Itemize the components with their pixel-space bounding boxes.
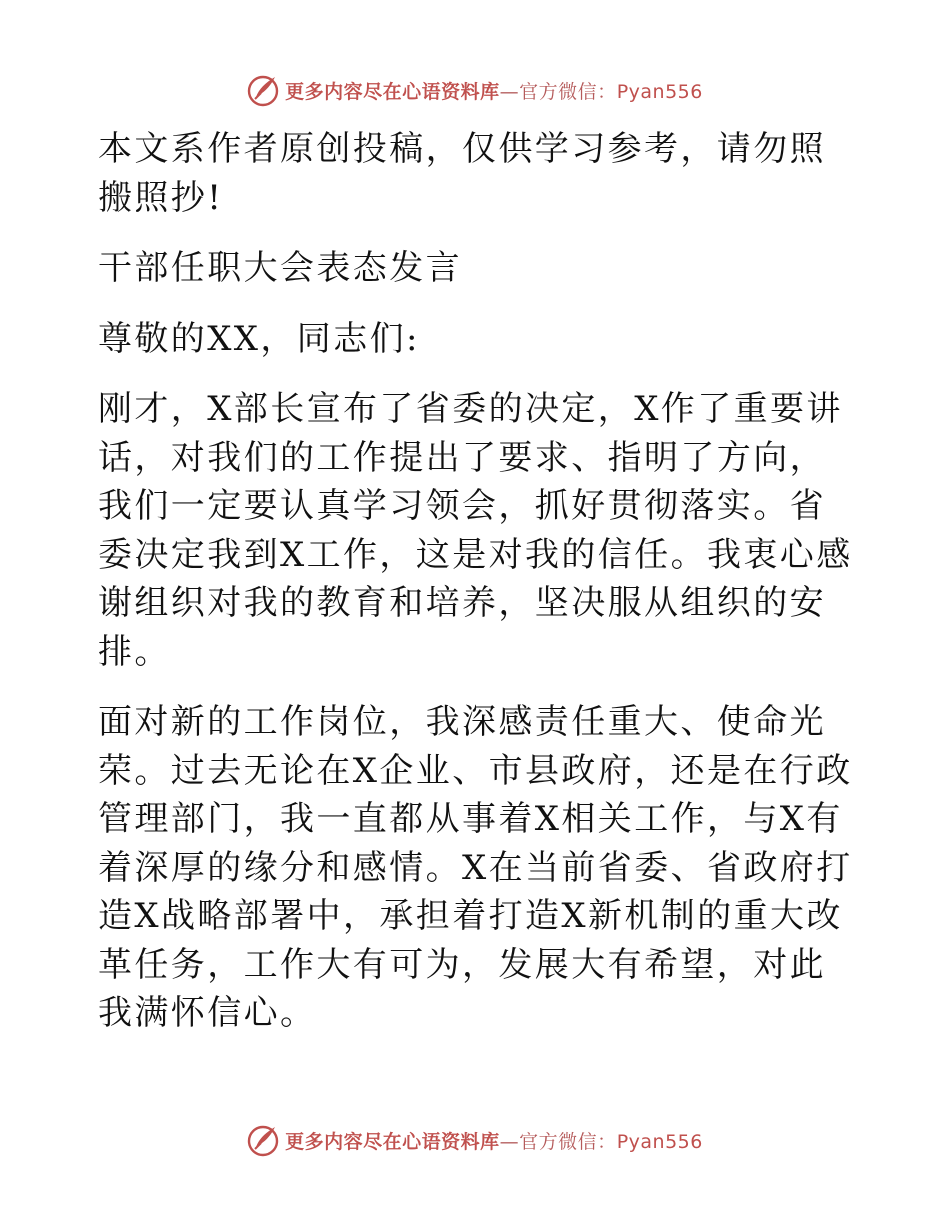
document-title: 干部任职大会表态发言	[98, 248, 462, 288]
header-watermark-banner	[0, 68, 950, 112]
watermark-lead: 更多内容尽在心语资料库	[285, 80, 500, 103]
watermark-wechat-label: 官方微信：	[519, 1130, 617, 1153]
watermark-wechat-label: 官方微信：	[519, 80, 617, 103]
document-body	[98, 125, 858, 1060]
footer-watermark-banner	[0, 1118, 950, 1162]
watermark-text	[285, 77, 703, 104]
body-paragraph: 刚才，X部长宣布了省委的决定，X作了重要讲话，对我们的工作提出了要求、指明了方向，我们一定要认真学习领会，抓好贯彻落实。省委决定我到X工作，这是对我的信任。我衷心感谢组织对我的教育和培养，坚决服从组织的安排。	[98, 389, 853, 672]
watermark-text	[285, 1127, 703, 1154]
salutation: 尊敬的XX，同志们:	[98, 318, 420, 359]
watermark-lead: 更多内容尽在心语资料库	[285, 1130, 500, 1153]
watermark-wechat-id: Pyan556	[616, 80, 703, 103]
watermark-separator: —	[499, 1130, 520, 1153]
watermark-wechat-id: Pyan556	[616, 1130, 703, 1153]
quill-seal-icon	[247, 1123, 281, 1157]
body-paragraph: 面对新的工作岗位，我深感责任重大、使命光荣。过去无论在X企业、市县政府，还是在行政管理部门，我一直都从事着X相关工作，与X有着深厚的缘分和感情。X在当前省委、省政府打造X战略部署中，承担着打造X新机制的重大改革任务，工作大有可为，发展大有希望，对此我满怀信心。	[98, 702, 853, 1033]
disclaimer: 本文系作者原创投稿，仅供学习参考，请勿照搬照抄!	[98, 129, 826, 218]
quill-seal-icon	[247, 73, 281, 107]
watermark-separator: —	[499, 80, 520, 103]
